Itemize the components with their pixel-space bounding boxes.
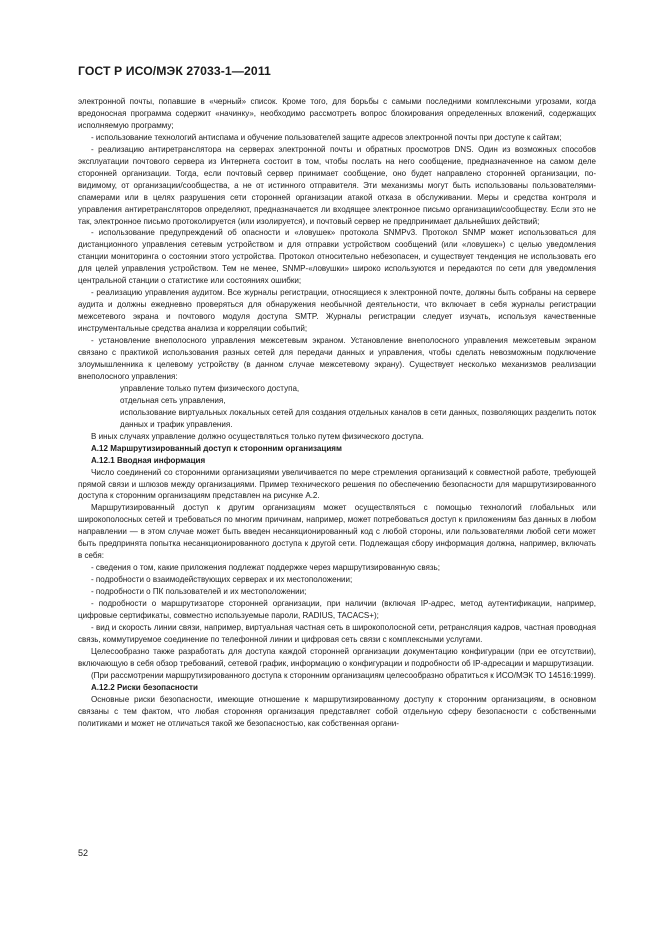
paragraph: - сведения о том, какие приложения подлежат поддержке через маршрутизированную связь;	[91, 563, 440, 573]
paragraph: электронной почты, попавшие в «черный» список. Кроме того, для борьбы с самыми последними комплексными угрозами, когда вредоносная программа содержит «начинку», необходимо рассмотреть вопрос блокирования определенных вложений, содержащих исполняемую программу;	[78, 97, 596, 130]
paragraph: В иных случаях управление должно осуществляться только путем физического доступа.	[91, 431, 424, 441]
document-body	[78, 96, 596, 730]
paragraph: - установление внеполосного управления межсетевым экраном. Установление внеполосного управления межсетевым экраном связано с практикой использования разных сетей для передачи данных и управления, чтобы сделать невозможным подключение злоумышленника к целевому устройству (в данном случае межсетевому экрану). Существует несколько механизмов реализации внеполосного управления:	[78, 336, 596, 381]
paragraph: использование виртуальных локальных сетей для создания отдельных каналов в сети данных, позволяющих разделить поток данных и трафик управления.	[120, 407, 596, 429]
paragraph: - подробности о взаимодействующих серверах и их местоположении;	[91, 575, 353, 585]
paragraph: Маршрутизированный доступ к другим организациям может осуществляться с помощью технологий глобальных или широкополосных сетей и требоваться по многим причинам, например, может потребоваться доступ к приложениям баз данных в любом направлении — в этом случае может быть введен несанкционированный код с любой стороны, или пользователями любой сети может быть предпринята попытка несанкционированного доступа к другой сети. Подлежащая сбору информация должна, например, включать в себя:	[78, 503, 596, 561]
paragraph: Число соединений со сторонними организациями увеличивается по мере стремления организаций к совместной работе, требующей прямой связи и шлюзов между организациями. Пример технического решения по обеспечению безопасности для маршрутизированного доступа к сторонним организациям представлен на рисунке А.2.	[78, 467, 596, 501]
section-heading: А.12.1 Вводная информация	[91, 455, 206, 465]
paragraph: - реализацию антиретранслятора на серверах электронной почты и обратных просмотров DNS. Один из возможных способов эксплуатации почтового сервера из Интернета состоит в том, чтобы послать на него сообщение, предназначенное на самом деле сторонней организации. Тогда, если почтовый сервер принимает сообщение, оно будет направлено сторонней организации, по-видимому, от организации/сообщества, а не от истинного отправителя. Эти механизмы могут быть использованы пользователями-спамерами или в целях разрушения сети сторонней организации атакой отказа в обслуживании. Меры и средства контроля и управления антиретрансляторов определяют, предназначается ли входящее электронное письмо организации/сообществу. Если это не так, электронное письмо протоколируется (или изолируется), и почтовый сервер не предпринимает дальнейших действий;	[78, 144, 596, 226]
section-heading: А.12.2 Риски безопасности	[91, 682, 198, 692]
paragraph: отдельная сеть управления,	[120, 395, 226, 405]
paragraph: Основные риски безопасности, имеющие отношение к маршрутизированному доступу к сторонним организациям, в основном связаны с тем фактом, что любая сторонняя организация представляет собой отдельную сферу безопасности с собственными политиками и может не отличаться такой же безопасностью, как собственная органи-	[78, 694, 596, 728]
paragraph: - использование предупреждений об опасности и «ловушек» протокола SNMPv3. Протокол SNMP может использоваться для дистанционного управления сетевым устройством и для отправки устройством сообщений (или «ловушек») с целью уведомления станции мониторинга о состоянии этого устройства. Протокол относительно небезопасен, и существует тенденция не использовать его для целей управления устройством. Тем не менее, SNMP-«ловушки» широко используются и передаются по сети для уведомления центральной станции о статистике или состояниях ошибки;	[78, 228, 596, 286]
section-heading: А.12 Маршрутизированный доступ к сторонним организациям	[91, 443, 342, 453]
paragraph: управление только путем физического доступа,	[120, 383, 300, 393]
paragraph: (При рассмотрении маршрутизированного доступа к сторонним организациям целесообразно обратиться к ИСО/МЭК ТО 14516:1999).	[91, 670, 596, 680]
paragraph: - реализацию управления аудитом. Все журналы регистрации, относящиеся к электронной почте, должны быть собраны на сервере аудита и должны ежедневно проверяться для обнаружения необычной деятельности, что включает в себя журналы регистрации межсетевого экрана и почтового модуля доступа SMTP. Журналы регистрации следует изучать, используя качественные инструментальные средства анализа и корреляции событий;	[78, 288, 596, 334]
paragraph: - подробности о ПК пользователей и их местоположении;	[91, 587, 307, 597]
paragraph: - вид и скорость линии связи, например, виртуальная частная сеть в широкополосной сети, ретрансляция кадров, частная проводная связь, коммутируемое соединение по телефонной линии и цифровая сеть связи с комплексными услугами.	[78, 622, 596, 644]
page-header: ГОСТ Р ИСО/МЭК 27033-1—2011	[78, 64, 271, 78]
paragraph: Целесообразно также разработать для доступа каждой сторонней организации документацию конфигурации (при ее отсутствии), включающую в себя обзор требований, сетевой график, информацию о конфигурации и подробности об IP-адресации и маршрутизации.	[78, 646, 596, 668]
paragraph: - подробности о маршрутизаторе сторонней организации, при наличии (включая IP-адрес, метод аутентификации, например, цифровые сертификаты, совместно используемые пароли, RADIUS, TACACS+);	[78, 599, 596, 620]
page-number: 52	[78, 848, 89, 858]
paragraph: - использование технологий антиспама и обучение пользователей защите адресов электронной почты при доступе к сайтам;	[91, 132, 562, 142]
